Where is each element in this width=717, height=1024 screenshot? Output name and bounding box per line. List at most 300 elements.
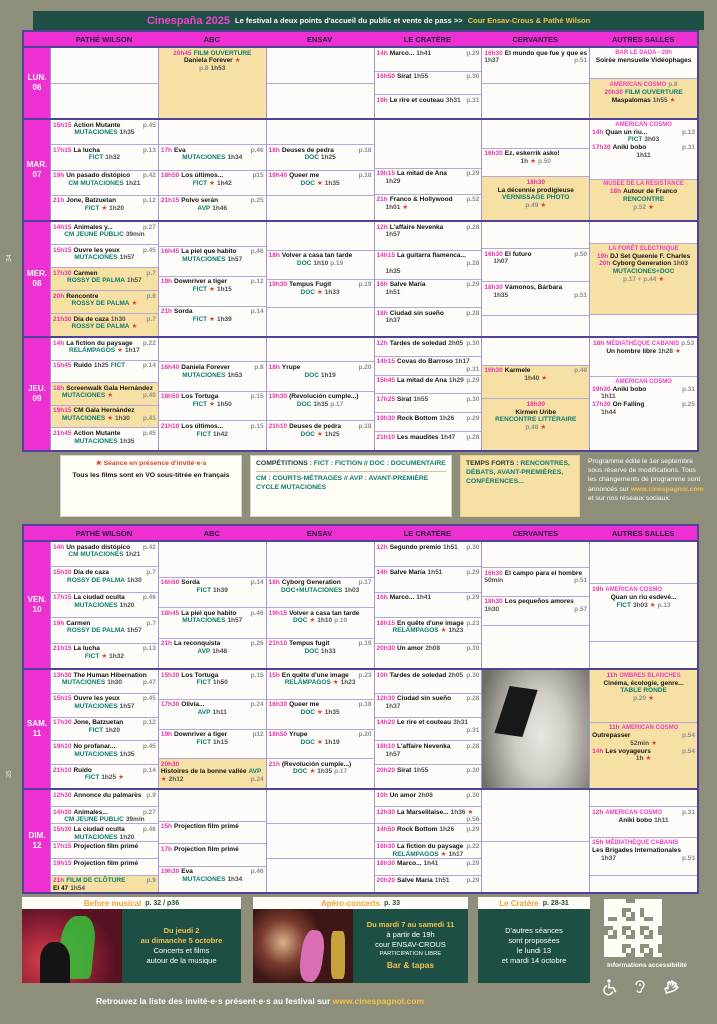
duration-label: 1h07 xyxy=(493,258,509,266)
page-ref: p.19 xyxy=(334,617,348,625)
screening-entry xyxy=(375,670,482,693)
page-ref: p.7 xyxy=(146,568,156,576)
page-ref: p.40 xyxy=(142,392,156,400)
duration-label: 1h57 xyxy=(227,617,243,625)
event-row xyxy=(269,617,372,625)
film-title: Eva xyxy=(181,868,193,876)
screening-entry xyxy=(267,279,374,308)
cratere-box xyxy=(478,909,590,983)
event-row xyxy=(53,347,156,355)
film-title: Annonce du palmarès xyxy=(73,791,142,799)
duration-label: 1h11 xyxy=(654,816,669,824)
duration-label: 1h37 xyxy=(385,317,401,325)
event-row xyxy=(592,246,695,253)
event-time: 20h30 xyxy=(376,645,395,653)
screening-entry xyxy=(375,806,482,823)
category-label: MUTACIONES xyxy=(62,392,106,400)
duration-label: 1h26 xyxy=(439,825,455,833)
event-row xyxy=(53,843,156,851)
event-time: 19h30 xyxy=(592,385,611,393)
duration-label: 1h37 xyxy=(385,702,401,710)
programme-note xyxy=(588,455,705,517)
duration-label: 1h42 xyxy=(216,179,232,187)
event-row xyxy=(484,570,587,585)
screening-entry xyxy=(51,693,158,717)
event-row xyxy=(161,401,264,409)
day-label: MAR. 07 xyxy=(24,120,50,220)
screening-entry xyxy=(51,617,158,642)
screening-entry xyxy=(590,583,697,641)
venue-header: ABC xyxy=(203,35,220,44)
event-row xyxy=(53,577,156,585)
event-row xyxy=(592,268,695,276)
star-icon: ★ xyxy=(117,347,123,355)
event-row xyxy=(161,648,264,656)
screening-entry xyxy=(51,405,158,428)
schedule-cell xyxy=(481,338,589,450)
event-row xyxy=(53,415,156,423)
category-label: MUTACIONES xyxy=(182,617,226,625)
event-time: 20h30 xyxy=(160,760,180,768)
day-row xyxy=(24,220,697,336)
schedule-cell xyxy=(481,542,589,668)
event-time: 15h15 xyxy=(53,246,72,254)
screening-entry xyxy=(51,170,158,195)
page-ref: p.30 xyxy=(466,671,480,679)
event-row xyxy=(377,170,480,178)
event-row xyxy=(269,260,372,268)
duration-label: 1h51 xyxy=(427,568,443,576)
before-body-2: autour de la musique xyxy=(146,956,217,966)
page-ref: p.45 xyxy=(142,246,156,254)
page-ref: p.28 xyxy=(466,433,480,441)
duration-label: 1h xyxy=(635,755,644,763)
film-title: Cinéma, écologie, genre... xyxy=(603,679,684,687)
duration-label: 1h30 xyxy=(484,606,500,614)
schedule-cell xyxy=(374,670,482,788)
event-time: 21h xyxy=(160,308,173,316)
page-ref: p.28 xyxy=(466,223,480,231)
page-ref: p.31 xyxy=(681,808,695,816)
schedule-cell xyxy=(266,120,374,220)
duration-label: 1h41 xyxy=(416,594,432,602)
day-label: LUN. 06 xyxy=(24,48,50,118)
event-row xyxy=(484,158,587,166)
event-time: 21h10 xyxy=(53,766,72,774)
category-label: CM JEUNE PUBLIC xyxy=(64,816,124,824)
ad-before-musical xyxy=(22,897,241,983)
duration-label: 1h17 xyxy=(448,850,464,858)
duration-label: 1h25 xyxy=(101,774,117,782)
event-time: 17h xyxy=(160,146,173,154)
event-row xyxy=(53,620,156,628)
event-row xyxy=(161,308,264,316)
category-label: DOC xyxy=(293,617,308,625)
event-row xyxy=(53,180,156,188)
screening-entry xyxy=(375,393,482,412)
schedule-table-week2 xyxy=(22,524,699,894)
event-row xyxy=(484,258,587,266)
film-title: Daniela Forever xyxy=(181,363,231,371)
star-icon: ★ xyxy=(669,96,676,104)
film-title: Deuses de pedra xyxy=(281,146,334,154)
page-ref: p.19 xyxy=(358,640,372,648)
page-ref: p.13 xyxy=(142,146,156,154)
film-title: Tardes de soledad xyxy=(389,339,447,347)
empty-slot xyxy=(590,790,697,806)
event-row xyxy=(161,286,264,294)
programme-website-link[interactable]: www.cinespagnol.com xyxy=(630,485,704,493)
event-row xyxy=(161,823,264,831)
film-title: Aniki bobo xyxy=(618,816,653,824)
event-row xyxy=(377,809,480,824)
duration-label: 1h37 xyxy=(484,57,500,65)
page-ref: p.24 xyxy=(250,776,264,784)
star-icon: ★ xyxy=(316,708,323,716)
page-ref: p.52 xyxy=(466,196,480,204)
venue-header: PATHÉ WILSON xyxy=(75,35,133,44)
schedule-cell xyxy=(50,790,158,892)
page-ref: p.31 xyxy=(681,385,695,393)
page-ref: p.12 xyxy=(142,197,156,205)
venue-label: AMERICAN COSMO xyxy=(621,725,679,732)
schedule-cell xyxy=(158,48,266,118)
category-label: MUTACIONES xyxy=(182,154,226,162)
page-ref: p.46 xyxy=(250,146,264,154)
event-row xyxy=(161,197,264,205)
event-time: 17h15 xyxy=(53,146,72,154)
film-title: La mitad de Ana xyxy=(396,377,447,385)
film-title: Rock Bottom xyxy=(396,825,438,833)
category-label: DOC xyxy=(304,647,319,655)
event-row xyxy=(592,695,695,703)
star-icon: ★ xyxy=(675,347,681,355)
page-ref: p.54 xyxy=(681,747,695,755)
duration-label: 1h30 xyxy=(107,679,123,687)
film-title: El campo para el hombre xyxy=(504,569,583,577)
event-time: 21h30 xyxy=(53,315,72,323)
duration-label: 39min xyxy=(125,231,145,239)
duration-label: 1h50 xyxy=(216,401,232,409)
event-row xyxy=(484,202,587,210)
event-row xyxy=(269,701,372,709)
screening-entry xyxy=(375,222,482,250)
event-row xyxy=(53,147,156,155)
page-ref: p.41 xyxy=(142,414,156,422)
duration-label: 1h55 xyxy=(652,96,668,104)
event-time: 18h15 xyxy=(376,619,395,627)
event-row xyxy=(53,767,156,775)
page-ref: p.46 xyxy=(142,825,156,833)
event-time: 15h30 xyxy=(53,568,72,576)
event-time: 21h xyxy=(53,877,65,885)
film-title: Queer me xyxy=(289,701,320,709)
page-ref: p.14 xyxy=(142,766,156,774)
page-ref: p.29 xyxy=(466,825,480,833)
schedule-cell xyxy=(50,48,158,118)
event-time: 16h30 xyxy=(484,49,503,57)
page-ref: p.50 xyxy=(574,250,588,258)
empty-slot xyxy=(590,875,697,892)
event-row xyxy=(53,205,156,213)
screening-entry xyxy=(375,338,482,356)
screening-entry xyxy=(375,841,482,858)
schedule-table-week1 xyxy=(22,30,699,452)
event-row xyxy=(592,340,695,348)
page-ref: p.56 xyxy=(466,816,480,824)
page-ref: p.31 xyxy=(466,96,480,104)
screening-entry xyxy=(375,194,482,220)
hearing-icon xyxy=(632,978,648,996)
event-row xyxy=(53,877,156,885)
category-label: FICT xyxy=(192,179,208,187)
festival-title: Cinespaña 2025 xyxy=(146,14,230,27)
event-time: 16h30 xyxy=(484,150,503,158)
film-title: Un hombre libre xyxy=(606,347,657,355)
event-row xyxy=(484,194,587,202)
event-row xyxy=(161,278,264,286)
venue-label: AMERICAN COSMO xyxy=(609,81,667,88)
film-title: Ciudad sin sueño xyxy=(396,695,452,703)
category-label: MUTACIONES+DOC xyxy=(612,267,675,275)
duration-label: 1h25 xyxy=(320,154,336,162)
venue-header-row xyxy=(24,526,697,540)
schedule-cell xyxy=(481,790,589,892)
event-row xyxy=(269,364,372,372)
star-icon: ★ xyxy=(440,627,447,635)
footer-website-link[interactable]: www.cinespagnol.com xyxy=(332,996,424,1006)
film-title: Cyborg Generation xyxy=(612,260,672,268)
page-ref: p.13 xyxy=(681,128,695,136)
screening-entry xyxy=(51,244,158,267)
event-row xyxy=(161,672,264,680)
event-time: 12h xyxy=(592,808,604,816)
legend-vo-text: Tous les films sont en VO sous-titrée en français xyxy=(72,471,230,479)
event-row xyxy=(161,731,264,739)
category-label: FICT xyxy=(88,154,104,162)
schedule-cell xyxy=(481,670,589,788)
event-row xyxy=(377,377,480,385)
apero-pages: p. 33 xyxy=(384,899,401,907)
event-row xyxy=(592,97,695,105)
page-ref: p.17 xyxy=(334,768,348,776)
duration-label: 1h50 xyxy=(213,679,228,687)
event-row xyxy=(377,719,480,734)
film-title: Deuses de pedra xyxy=(289,422,342,430)
film-title: Le rire et couteau xyxy=(396,719,452,727)
legend-strip xyxy=(22,455,705,517)
event-row xyxy=(53,809,156,817)
empty-slot xyxy=(482,790,589,841)
film-title: Un pasado distópico xyxy=(66,543,131,551)
page-ref: p.29 xyxy=(466,568,480,576)
screening-entry xyxy=(267,170,374,195)
duration-label: 1h21 xyxy=(125,179,141,187)
category-label: RELÁMPAGOS xyxy=(284,679,331,687)
event-row xyxy=(53,438,156,446)
page-ref: p.45 xyxy=(142,742,156,750)
event-row xyxy=(53,323,156,331)
page-ref: p.30 xyxy=(466,543,480,551)
page-ref: p.23 xyxy=(466,619,480,627)
screening-entry xyxy=(375,717,482,741)
film-title: Daniela Forever xyxy=(183,57,233,65)
screening-entry xyxy=(375,71,482,95)
event-row xyxy=(161,256,264,264)
event-time: 19h xyxy=(592,585,604,593)
film-title: Salve María xyxy=(389,568,426,576)
duration-label: 1h35 xyxy=(317,768,333,776)
film-title: Los Tortuga xyxy=(181,671,219,679)
event-time: 19h30 xyxy=(376,414,395,422)
competitions-line3: CYCLE MUTACIONES xyxy=(256,483,327,491)
event-row xyxy=(269,672,372,680)
empty-slot xyxy=(482,542,589,567)
day-label: JEU. 09 xyxy=(24,338,50,450)
duration-label: 1h41 xyxy=(416,49,432,57)
duration-label: 1h51 xyxy=(434,877,450,885)
event-time: 15h xyxy=(160,823,173,831)
duration-label: 1h51 xyxy=(385,288,401,296)
event-row xyxy=(269,289,372,297)
event-row xyxy=(53,340,156,348)
event-time: 14h50 xyxy=(376,825,395,833)
event-time: 21h15 xyxy=(160,197,180,205)
schedule-cell xyxy=(158,338,266,450)
event-row xyxy=(269,180,372,188)
event-row xyxy=(592,847,695,855)
venue-label: MUSÉE DE LA RÉSISTANCE xyxy=(603,181,684,188)
duration-label: 1h35 xyxy=(385,267,401,275)
film-title: Ez, eskerrik asko! xyxy=(504,150,560,158)
event-time: 10h xyxy=(376,671,388,679)
screening-entry xyxy=(267,758,374,788)
page-ref: p.20 xyxy=(358,363,372,371)
page-ref: p.50 xyxy=(537,157,551,165)
page-ref: p.8 xyxy=(254,363,264,371)
category-label: RENCONTRE LITTÉRAIRE xyxy=(495,416,577,424)
star-icon: ★ xyxy=(316,738,323,746)
event-row xyxy=(484,292,587,300)
film-title: Sorda xyxy=(181,579,200,587)
event-time: 21h45 xyxy=(53,429,72,437)
event-row xyxy=(592,586,695,594)
star-icon: ★ xyxy=(209,401,215,409)
before-musical-pages: p. 32 / p36 xyxy=(145,899,180,907)
event-time: 19h15 xyxy=(53,860,72,868)
category-label: FICT xyxy=(192,401,208,409)
event-row xyxy=(377,743,480,751)
page-ref: p.22 xyxy=(466,843,480,851)
schedule-cell xyxy=(481,48,589,118)
event-time: 12h xyxy=(376,543,388,551)
duration-label: 1h41 xyxy=(423,860,439,868)
page-ref: p.25 xyxy=(681,400,695,408)
cratere-line4: et mardi 14 octobre xyxy=(501,956,567,966)
event-row xyxy=(377,204,480,212)
duration-label: 1h33 xyxy=(320,647,336,655)
film-title: La reconquista xyxy=(174,640,221,648)
film-title: Marco... xyxy=(396,860,422,868)
duration-label: 2h05 xyxy=(448,671,464,679)
star-icon: ★ xyxy=(209,316,215,324)
film-title: Olivia... xyxy=(181,701,205,709)
duration-label: 1h29 xyxy=(385,177,401,185)
event-time: 18h30 xyxy=(484,283,503,291)
duration-label: 1h15 xyxy=(216,286,232,294)
event-time: 18h xyxy=(268,363,280,371)
film-title: Sorda xyxy=(174,308,193,316)
page-ref: p.9 xyxy=(146,877,156,885)
duration-label: 1h11 xyxy=(636,151,651,159)
event-row xyxy=(53,544,156,552)
event-row xyxy=(592,393,695,401)
screening-entry xyxy=(159,638,266,668)
star-icon: ★ xyxy=(107,392,114,400)
empty-slot xyxy=(375,120,482,168)
film-title: Maspalomas xyxy=(611,96,651,104)
film-title: Quan un riu esdevé... xyxy=(610,593,677,601)
star-icon: ★ xyxy=(440,850,447,858)
event-time: 10h xyxy=(376,791,388,799)
duration-label: 1h20 xyxy=(119,833,135,841)
event-row xyxy=(53,172,156,180)
page-ref: p.30 xyxy=(466,766,480,774)
event-row xyxy=(377,544,480,552)
screening-entry xyxy=(375,542,482,566)
event-row xyxy=(53,277,156,285)
event-time: 20h45 xyxy=(173,49,192,57)
event-time: 21h xyxy=(376,196,388,204)
schedule-cell xyxy=(589,120,697,220)
film-title: Yrupe xyxy=(281,363,301,371)
film-title: Tempus fugit xyxy=(289,640,330,648)
page-ref: p.18 xyxy=(358,701,372,709)
event-row xyxy=(377,695,480,703)
page-ref: p.17 xyxy=(358,579,372,587)
duration-label: 1h25 xyxy=(324,430,340,438)
page-ref: p.20 xyxy=(358,731,372,738)
screening-entry xyxy=(51,222,158,244)
day-row xyxy=(24,118,697,220)
event-time: 21h10 xyxy=(160,422,180,430)
corner-cell xyxy=(24,32,50,46)
duration-label: 2h12 xyxy=(168,776,184,784)
event-row xyxy=(53,679,156,687)
category-label: MUTACIONES xyxy=(74,702,118,710)
empty-slot xyxy=(159,790,266,821)
screening-entry xyxy=(590,78,697,118)
film-title: La ciudad oculta xyxy=(73,825,125,833)
screening-entry xyxy=(375,764,482,788)
category-label: DOC xyxy=(296,259,312,267)
before-musical-box xyxy=(122,909,241,983)
film-title: On Falling xyxy=(612,400,645,408)
category-label: FICT xyxy=(110,362,126,370)
event-row xyxy=(592,401,695,409)
empty-slot xyxy=(51,83,158,119)
qr-code[interactable] xyxy=(604,899,662,957)
film-title: Jone, Batzuetan xyxy=(66,197,117,205)
event-row xyxy=(592,672,695,680)
event-row xyxy=(53,703,156,711)
film-title: Volver a casa tan tarde xyxy=(281,252,353,260)
event-time: 14h30 xyxy=(53,808,72,816)
event-row xyxy=(53,300,156,308)
page-ref: p12 xyxy=(252,731,264,738)
legend-guests-text: Séance en présence d'invité·e·s xyxy=(103,460,207,467)
screening-entry xyxy=(375,94,482,118)
